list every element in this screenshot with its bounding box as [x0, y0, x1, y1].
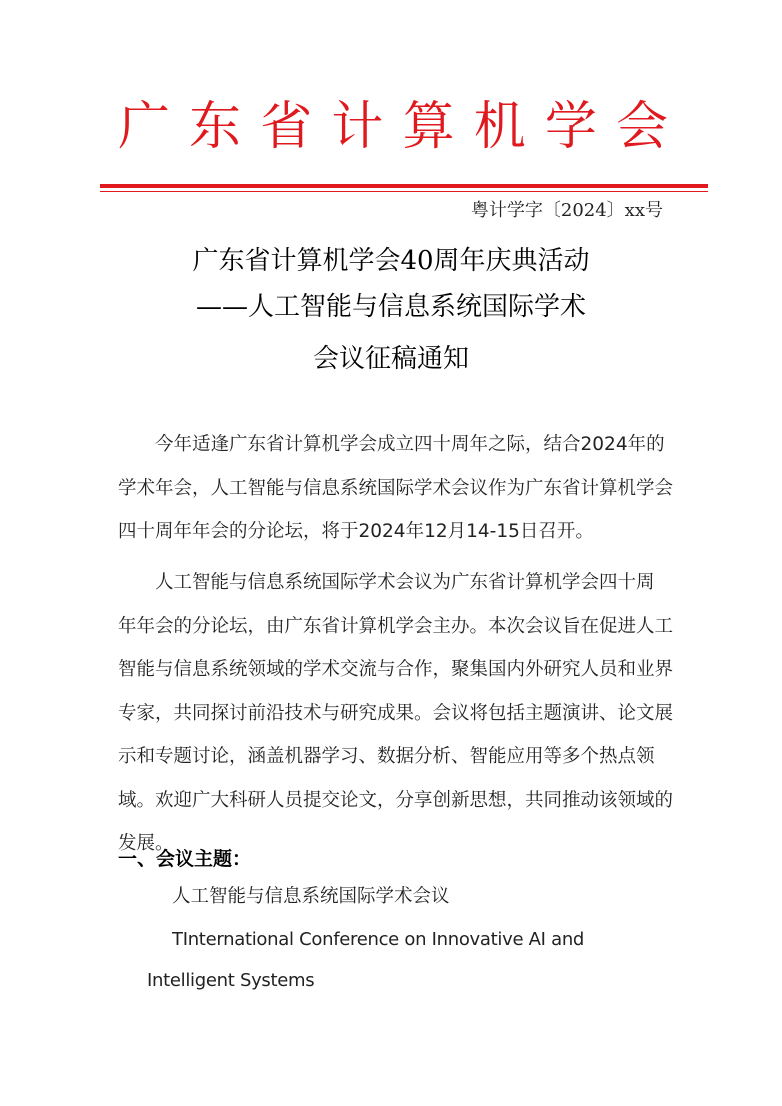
paragraph-line: 今年适逢广东省计算机学会成立四十周年之际，结合2024年的	[155, 434, 665, 455]
paragraph-line: 人工智能与信息系统国际学术会议为广东省计算机学会四十周	[155, 572, 655, 593]
theme-en-line-1: TInternational Conference on Innovative AI and	[172, 929, 585, 950]
letterhead-org-name: 广东省计算机学会	[118, 97, 668, 157]
document-number: 粤计学字〔2024〕xx号	[470, 200, 663, 221]
letterhead-red-rule-thin	[100, 191, 708, 192]
section-1-title: 一、会议主题：	[118, 848, 252, 870]
heading-line-1: 广东省计算机学会40周年庆典活动	[192, 246, 590, 276]
paragraph-line: 智能与信息系统领域的学术交流与合作，聚集国内外研究人员和业界	[118, 659, 674, 680]
paragraph-line: 年年会的分论坛，由广东省计算机学会主办。本次会议旨在促进人工	[118, 616, 674, 637]
paragraph-line: 发展。	[118, 833, 174, 854]
heading-line-3: 会议征稿通知	[312, 344, 469, 374]
paragraph-line: 专家，共同探讨前沿技术与研究成果。会议将包括主题演讲、论文展	[118, 703, 674, 724]
heading-line-2: ——人工智能与信息系统国际学术	[195, 292, 586, 322]
theme-en-line-2: Intelligent Systems	[147, 970, 315, 991]
paragraph-line: 示和专题讨论，涵盖机器学习、数据分析、智能应用等多个热点领	[118, 746, 655, 767]
paragraph-line: 域。欢迎广大科研人员提交论文，分享创新思想，共同推动该领域的	[118, 790, 674, 811]
paragraph-line: 四十周年年会的分论坛，将于2024年12月14-15日召开。	[118, 521, 594, 542]
letterhead-red-rule-thick	[100, 184, 708, 188]
theme-cn: 人工智能与信息系统国际学术会议	[172, 886, 450, 907]
paragraph-line: 学术年会，人工智能与信息系统国际学术会议作为广东省计算机学会	[118, 478, 674, 499]
